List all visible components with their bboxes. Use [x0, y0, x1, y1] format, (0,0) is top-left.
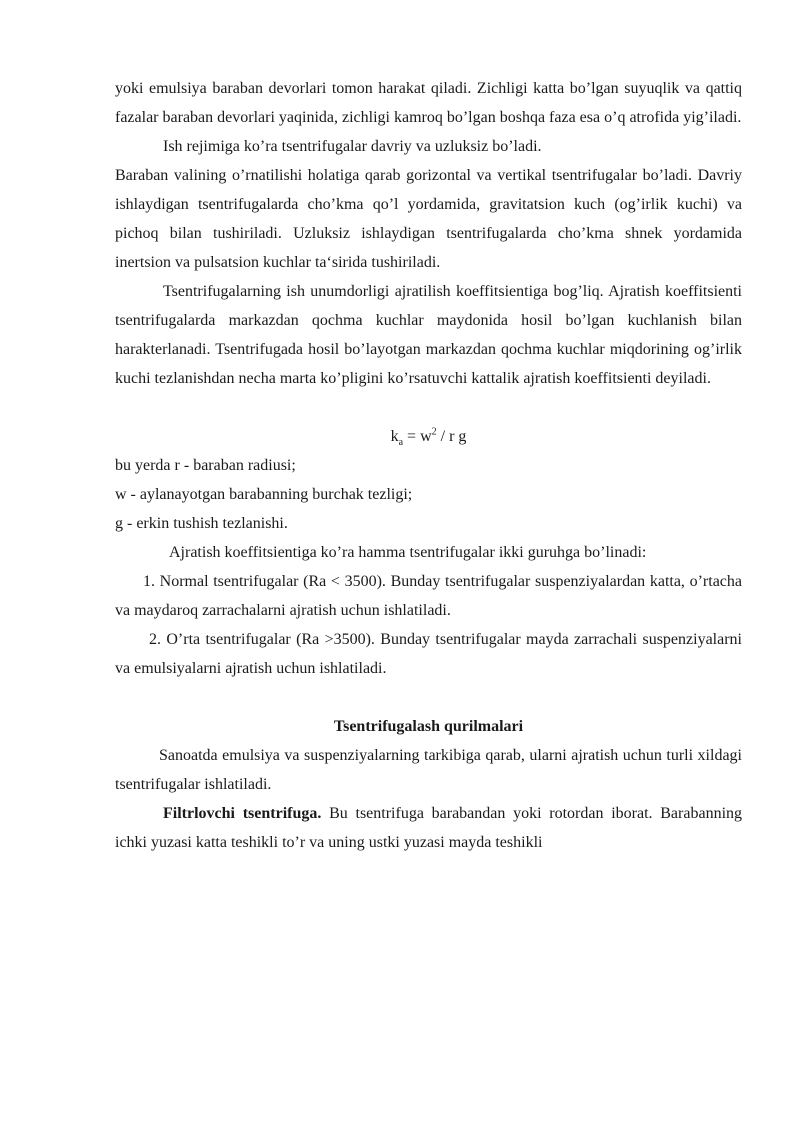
formula-k: k — [390, 428, 399, 445]
paragraph-shaft-orientation: Baraban valining o’rnatilishi holatiga qarab gorizontal va vertikal tsentrifugalar bo’ladi. Davriy ishlaydigan tsentrifugalarda cho’kma qo’l yordamida, gravitatsion kuch (og’irlik kuchi) va pichoq bilan tushiriladi. Uzluksiz ishlaydigan tsentrifugalarda cho’kma shnek yordamida inertsion va pulsatsion kuchlar ta‘sirida tushiriladi. — [115, 167, 742, 271]
paragraph-classification: Ajratish koeffitsientiga ko’ra hamma tsentrifugalar ikki guruhga bo’linadi: — [169, 544, 647, 561]
paragraph-industry-usage: Sanoatda emulsiya va suspenziyalarning tarkibiga qarab, ularni ajratish uchun turli xildagi tsentrifugalar ishlatiladi. — [115, 747, 742, 793]
formula — [115, 422, 742, 451]
formula-exponent: 2 — [431, 426, 437, 438]
filtering-centrifuge-term: Filtrlovchi tsentrifuga. — [163, 805, 322, 822]
list-item-medium-centrifuges: 2. O’rta tsentrifugalar (Ra >3500). Bunday tsentrifugalar mayda zarrachali suspenziyalarni va emulsiyalarni ajratish uchun ishlatiladi. — [115, 631, 742, 677]
definition-angular-velocity: w - aylanayotgan barabanning burchak tezligi; — [115, 486, 413, 503]
formula-tail: / r g — [436, 428, 467, 445]
paragraph-operating-mode: Ish rejimiga ko’ra tsentrifugalar davriy va uzluksiz bo’ladi. — [163, 138, 542, 155]
paragraph-filtering-centrifuge — [115, 799, 742, 857]
formula-k-subscript: a — [398, 437, 404, 449]
list-item-normal-centrifuges: 1. Normal tsentrifugalar (Ra < 3500). Bunday tsentrifugalar suspenziyalardan katta, o’rtacha va maydaroq zarrachalarni ajratish uchun ishlatiladi. — [115, 573, 742, 619]
page-content — [115, 74, 742, 857]
section-heading: Tsentrifugalash qurilmalari — [333, 718, 524, 735]
paragraph-separation-coefficient: Tsentrifugalarning ish unumdorligi ajratilish koeffitsientiga bog’liq. Ajratish koeffitsienti tsentrifugalarda markazdan qochma kuchlar maydonida hosil bo’lgan kuchlanish bilan harakterlanadi. Tsentrifugada hosil bo’layotgan markazdan qochma kuchlar miqdorining og’irlik kuchi tezlanishdan necha marta ko’pligini ko’rsatuvchi kattalik ajratish koeffitsienti deyiladi. — [115, 283, 742, 387]
paragraph-emulsion-motion: yoki emulsiya baraban devorlari tomon harakat qiladi. Zichligi katta bo’lgan suyuqlik va qattiq fazalar baraban devorlari yaqinida, zichligi kamroq bo’lgan boshqa faza esa o’q atrofida yig’iladi. — [115, 80, 742, 126]
definition-gravity: g - erkin tushish tezlanishi. — [115, 515, 288, 532]
formula-mid: = w — [403, 428, 432, 445]
definition-radius: bu yerda r - baraban radiusi; — [115, 457, 296, 474]
filtering-centrifuge-text: Bu tsentrifuga barabandan yoki rotordan iborat. Barabanning ichki yuzasi katta teshikli to’r va uning ustki yuzasi mayda teshikli — [115, 805, 743, 851]
